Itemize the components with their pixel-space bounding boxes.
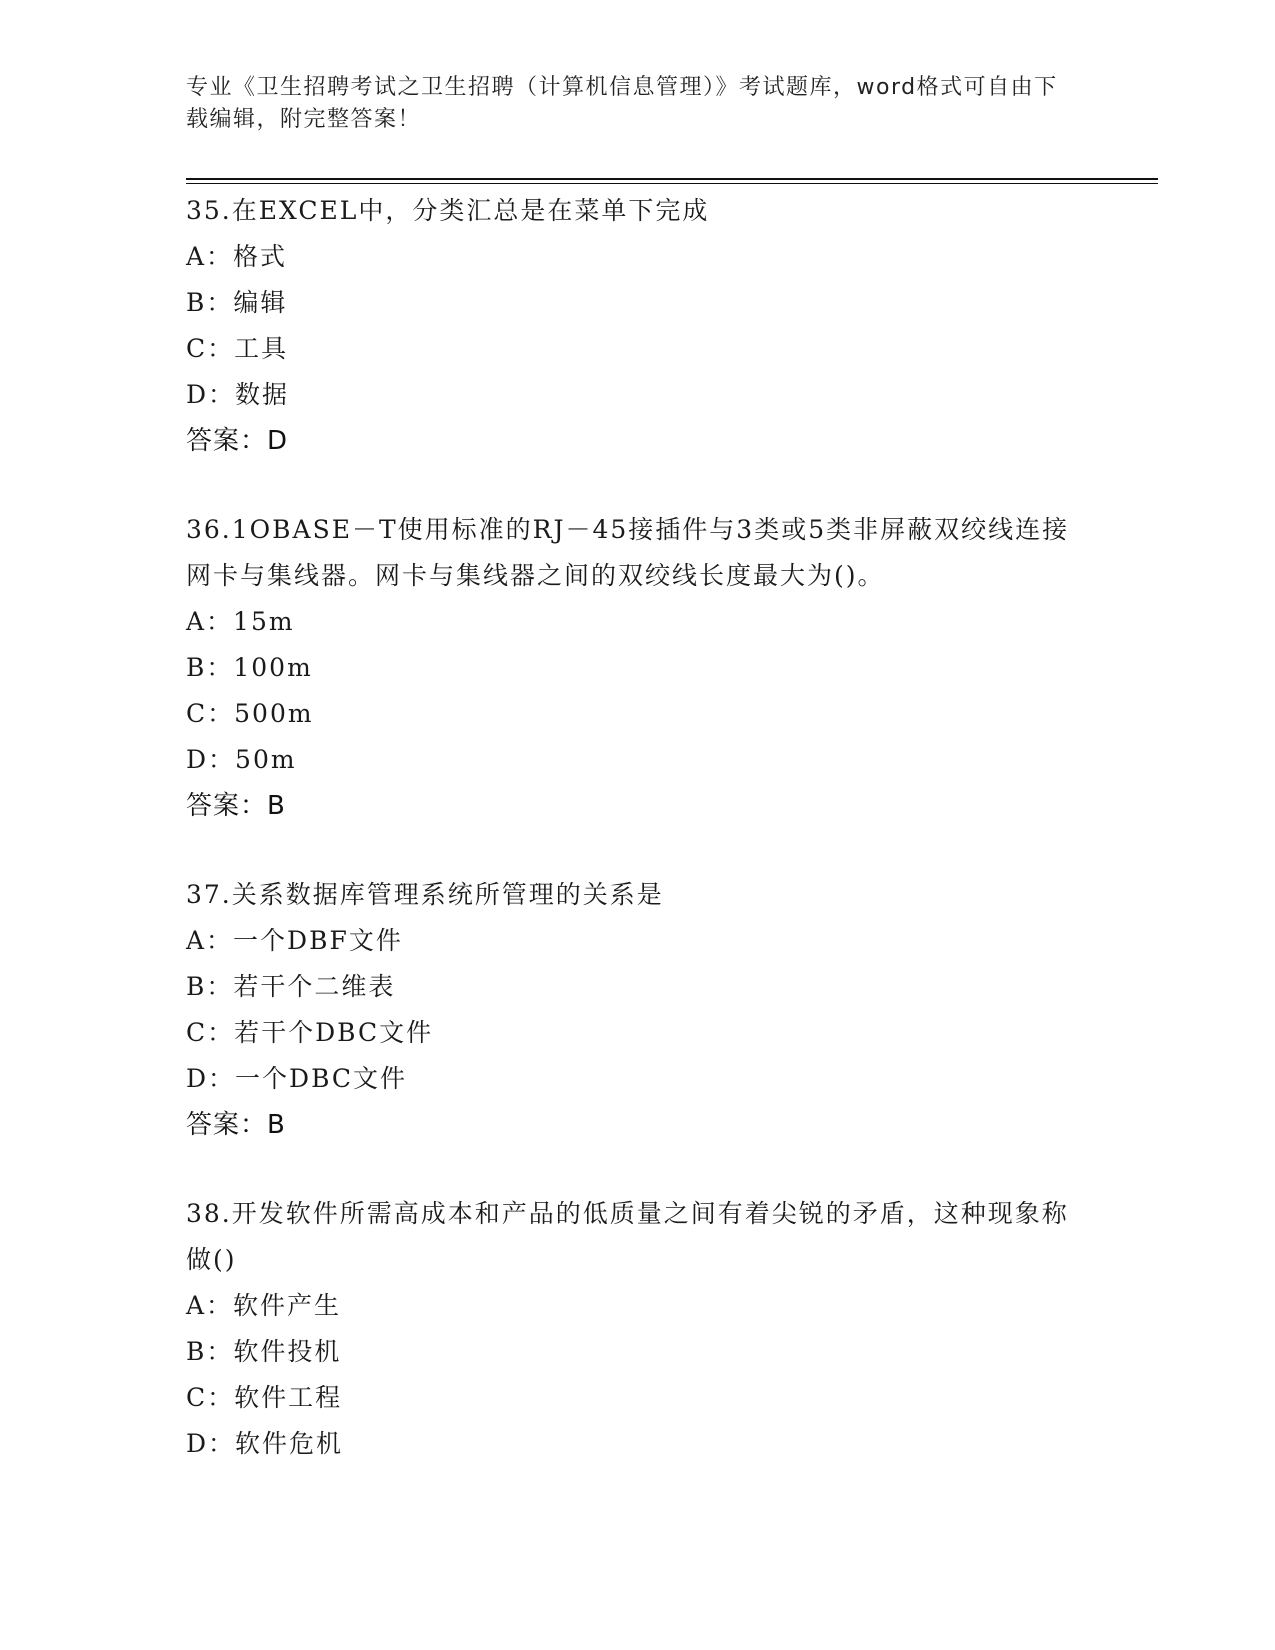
option-b: B：100m [186,653,313,682]
option-a: A：15m [186,607,295,636]
option-b: B：编辑 [186,288,288,317]
option-d: D：一个DBC文件 [186,1064,408,1093]
document-header: 专业《卫生招聘考试之卫生招聘（计算机信息管理）》考试题库，word格式可自由下载编辑，附完整答案！ [186,75,1058,132]
option-c: C：工具 [186,334,289,363]
option-d: D：数据 [186,380,290,409]
header-divider-thin [186,183,1158,184]
option-c: C：若干个DBC文件 [186,1018,434,1047]
option-d: D：软件危机 [186,1429,344,1458]
question-stem: 35.在EXCEL中，分类汇总是在菜单下完成 [186,196,710,225]
option-a: A：一个DBF文件 [186,926,403,955]
question-stem: 37.关系数据库管理系统所管理的关系是 [186,880,664,909]
option-c: C：软件工程 [186,1383,343,1412]
option-d: D：50m [186,745,297,774]
answer: 答案：D [186,426,289,456]
question-stem: 36.1OBASE－T使用标准的RJ－45接插件与3类或5类非屏蔽双绞线连接网卡与集线器。网卡与集线器之间的双绞线长度最大为()。 [186,515,1070,590]
header-divider-thick [186,178,1158,180]
option-b: B：软件投机 [186,1337,342,1366]
option-a: A：软件产生 [186,1291,342,1320]
question-37 [186,872,1086,1148]
option-c: C：500m [186,699,314,728]
question-stem: 38.开发软件所需高成本和产品的低质量之间有着尖锐的矛盾，这种现象称做() [186,1199,1069,1274]
answer: 答案：B [186,791,286,821]
option-a: A：格式 [186,242,288,271]
question-36 [186,507,1086,829]
option-b: B：若干个二维表 [186,972,396,1001]
question-list [186,188,1086,1510]
question-35 [186,188,1086,464]
question-38 [186,1191,1086,1467]
answer: 答案：B [186,1110,286,1140]
